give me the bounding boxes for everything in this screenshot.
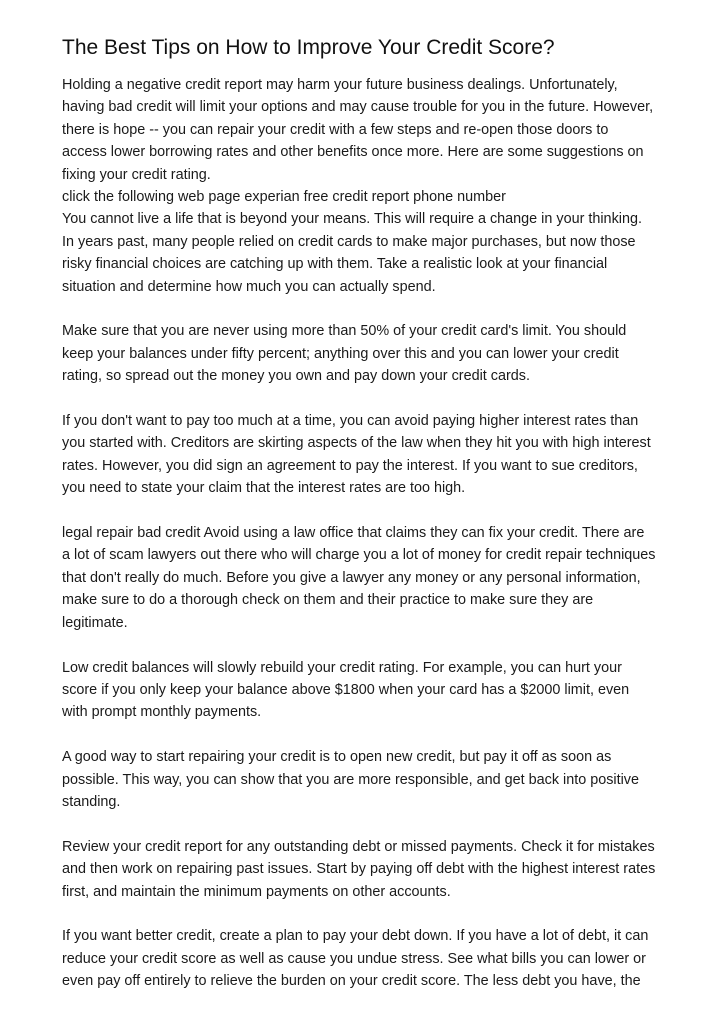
paragraph	[62, 74, 672, 298]
text-line: Low credit balances will slowly rebuild your credit rating. For example, you can hurt your	[62, 659, 622, 676]
text-line: score if you only keep your balance above $1800 when your card has a $2000 limit, even	[62, 681, 630, 698]
text-line: If you don't want to pay too much at a time, you can avoid paying higher interest rates than	[62, 413, 639, 430]
text-line: a lot of scam lawyers out there who will charge you a lot of money for credit repair techniques	[62, 547, 656, 564]
text-line: Review your credit report for any outstanding debt or missed payments. Check it for mistakes	[62, 838, 655, 855]
paragraph	[62, 522, 672, 634]
text-line: reduce your credit score as well as cause you undue stress. See what bills you can lower or	[62, 950, 646, 967]
text-line: standing.	[62, 793, 121, 810]
text-line: situation and determine how much you can actually spend.	[62, 278, 436, 295]
text-line: you started with. Creditors are skirting aspects of the law when they hit you with high interest	[62, 435, 651, 452]
text-line: there is hope -- you can repair your credit with a few steps and re-open those doors to	[62, 121, 609, 138]
text-line: possible. This way, you can show that you are more responsible, and get back into positive	[62, 771, 640, 788]
text-line: rates. However, you did sign an agreement to pay the interest. If you want to sue creditors,	[62, 457, 638, 474]
paragraph	[62, 657, 672, 724]
document-page	[62, 34, 672, 1015]
paragraph	[62, 746, 672, 813]
text-line: and then work on repairing past issues. Start by paying off debt with the highest interest rates	[62, 861, 656, 878]
document-body	[62, 74, 672, 993]
text-line: You cannot live a life that is beyond your means. This will require a change in your thinking.	[62, 211, 642, 228]
text-line: having bad credit will limit your options and may cause trouble for you in the future. However,	[62, 99, 654, 116]
text-line: rating, so spread out the money you own and pay down your credit cards.	[62, 368, 530, 385]
text-line: legal repair bad credit Avoid using a law office that claims they can fix your credit. There are	[62, 525, 645, 542]
text-line: keep your balances under fifty percent; anything over this and you can lower your credit	[62, 345, 619, 362]
paragraph	[62, 836, 672, 903]
text-line: legitimate.	[62, 614, 128, 631]
text-line: with prompt monthly payments.	[62, 704, 262, 721]
text-line: Make sure that you are never using more than 50% of your credit card's limit. You should	[62, 323, 627, 340]
text-line: A good way to start repairing your credit is to open new credit, but pay it off as soon as	[62, 749, 612, 766]
page-title: The Best Tips on How to Improve Your Credit Score?	[62, 36, 555, 59]
text-line: even pay off entirely to relieve the burden on your credit score. The less debt you have, the	[62, 973, 641, 990]
text-line: first, and maintain the minimum payments on other accounts.	[62, 883, 451, 900]
text-line: that don't really do much. Before you give a lawyer any money or any personal information,	[62, 569, 641, 586]
text-line: click the following web page experian free credit report phone number	[62, 189, 506, 206]
text-line: If you want better credit, create a plan to pay your debt down. If you have a lot of debt, it can	[62, 928, 649, 945]
paragraph	[62, 925, 672, 992]
text-line: risky financial choices are catching up with them. Take a realistic look at your financial	[62, 256, 608, 273]
text-line: make sure to do a thorough check on them and their practice to make sure they are	[62, 592, 594, 609]
paragraph	[62, 410, 672, 500]
text-line: access lower borrowing rates and other benefits once more. Here are some suggestions on	[62, 144, 644, 161]
paragraph	[62, 320, 672, 387]
text-line: you need to state your claim that the interest rates are too high.	[62, 480, 466, 497]
text-line: fixing your credit rating.	[62, 166, 211, 183]
text-line: In years past, many people relied on credit cards to make major purchases, but now those	[62, 233, 636, 250]
text-line: Holding a negative credit report may harm your future business dealings. Unfortunately,	[62, 77, 618, 93]
